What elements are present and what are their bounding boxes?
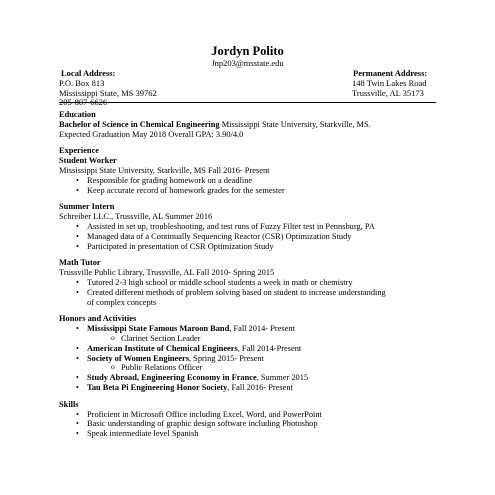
job-entry [59,202,436,251]
job-place: Trussville Public Library, Trussville, AL Fall 2010- Spring 2015 [59,268,275,278]
job-bullet: • Keep accurate record of homework grades for the semester [59,186,436,196]
permanent-address-label: Permanent Address: [353,68,428,78]
honor-name: American Institute of Chemical Engineers [87,343,238,353]
job-place: Mississippi State University, Starkville, MS Fall 2016- Present [59,165,270,175]
honor-date: , Summer 2015 [256,373,309,383]
job-role: Math Tutor [59,258,101,268]
email-address: Jnp203@msstate.edu [211,58,284,68]
job-bullet-text-continued: of complex concepts [87,297,157,307]
job-bullet: • Managed data of a Continually Sequencing Reactor (CSR) Optimization Study [59,232,436,242]
honor-name: Tau Beta Pi Engineering Honor Society [87,382,228,392]
job-bullet: • Responsible for grading homework on a deadline [59,176,436,186]
job-entry [59,258,436,307]
resume-body [59,108,436,439]
degree-name: Bachelor of Science in Chemical Engineering [59,119,220,129]
honor-date: , Fall 2014-Present [237,343,302,353]
honor-date: , Spring 2015- Present [188,353,264,363]
permanent-address-line2: Trussville, AL 35173 [352,87,424,98]
permanent-address [352,69,427,98]
job-role: Student Worker [59,156,117,166]
education-degree-line [59,120,436,130]
education-heading: Education [59,110,96,119]
honor-date: , Fall 2014- Present [229,324,295,334]
header-divider [59,102,436,103]
job-place: Schreiber LLC., Trussville, AL Summer 2016 [59,212,213,222]
job-bullet: • Participated in presentation of CSR Optimization Study [59,242,436,252]
honor-item [59,354,436,364]
honors-heading: Honors and Activities [59,314,137,324]
skill-item: • Speak intermediate level Spanish [59,429,436,439]
job-bullet: • Assisted in set up, troubleshooting, and test runs of Fuzzy Filter test in Pennsburg, PA [59,222,436,232]
school-name: Mississippi State University, Starkville, MS. [219,119,371,129]
honor-item [59,324,436,334]
honor-role: o Clarinet Section Leader [111,334,436,344]
skill-item: • Proficient in Microsoft Office including Excel, Word, and PowerPoint [59,410,436,420]
job-role: Summer Intern [59,202,115,212]
experience-heading: Experience [59,146,100,156]
permanent-address-line1: 148 Twin Lakes Road [352,77,427,88]
job-bullet [59,288,436,308]
skills-heading: Skills [59,399,79,409]
honor-item [59,373,436,383]
honor-item [59,383,436,393]
local-address-line2: Mississippi State, MS 39762 [59,87,157,98]
phone-number: 205-807-6626 [59,97,108,108]
honor-name: Society of Women Engineers [87,353,189,363]
honor-name: Study Abroad, Engineering Economy in France [87,373,257,383]
job-bullet-text: • Created different methods of problem solving based on student to increase understanding [87,287,386,297]
honor-role: o Public Relations Officer [111,363,436,373]
resume-name: Jordyn Polito [211,44,284,58]
honor-date: , Fall 2016- Present [227,382,293,392]
local-address-line1: P.O. Box 813 [59,77,105,88]
job-entry [59,156,436,195]
job-bullet: • Tutored 2-3 high school or middle school students a week in math or chemistry [59,278,436,288]
local-address-label: Local Address: [61,68,116,78]
graduation-line: Expected Graduation May 2018 Overall GPA: 3.90/4.0 [59,129,244,139]
skill-item: • Basic understanding of graphic design software including Photoshop [59,419,436,429]
honor-item [59,344,436,354]
honor-name: Mississippi State Famous Maroon Band [87,324,230,334]
